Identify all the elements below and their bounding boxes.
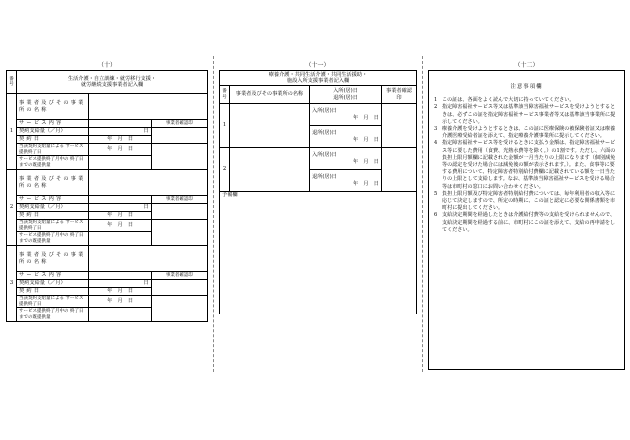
- business-name-field[interactable]: [230, 148, 310, 192]
- exit-date-cell[interactable]: [310, 126, 382, 148]
- notes-list: [434, 97, 619, 234]
- entry-date-cell[interactable]: [310, 148, 382, 170]
- page-10-header-line2: 就労継続支援事業者記入欄: [80, 82, 144, 88]
- note-item: [434, 191, 619, 213]
- confirm-seal-field[interactable]: [382, 148, 417, 192]
- page-11-frame: [219, 70, 416, 370]
- service-content-field[interactable]: [89, 120, 151, 128]
- page-12-number: （十二）: [514, 62, 539, 69]
- day-unit: 日: [143, 128, 149, 135]
- note-number: 3: [434, 126, 438, 133]
- service-content-label: サービス内容: [17, 120, 89, 128]
- col-number-header: 番号: [7, 71, 17, 94]
- col-confirm-header: 事業者確認印: [382, 86, 417, 104]
- page-11-number: （十一）: [305, 62, 330, 69]
- service-content-field[interactable]: [89, 272, 151, 280]
- blank-cell: [151, 296, 207, 308]
- note-text: この証は、各面をよく読んで大切に持っていてください。: [442, 97, 575, 104]
- note-number: 4: [434, 140, 438, 147]
- contract-date-label: 契約日: [17, 288, 89, 296]
- note-text: 療養介護を受けようとするときは、この証に医療保険の被保険者証又は療養介護医療受給者証を添えて、指定療養介護事業所に提示してください。: [442, 126, 616, 140]
- page-11: [219, 58, 416, 370]
- contract-amount-field[interactable]: [89, 128, 151, 136]
- confirm-seal-field[interactable]: [151, 128, 207, 144]
- blank-cell: [151, 156, 207, 170]
- exit-date-label: 退所(居)日: [312, 174, 337, 181]
- business-name-label-text: 事業者及びその事業所の名称: [19, 100, 86, 113]
- service-end-date-field[interactable]: 年 月 日: [89, 220, 151, 232]
- business-name-label: [17, 94, 89, 120]
- confirm-seal-label: 事業者確認印: [151, 196, 207, 204]
- note-text: 指定障害福祉サービス等を受けるときに支払う金額は、指定障害福祉サービス等に要した費用（食費、光熱水費等を除く。）の1割です。ただし、六面の負担上限月額欄に記載された金額が一月当たりの上限になります（個別減免等の認定を受けた場合には減免後の額が表示されます。）。また、食事等に要する費用について、特定障害者特別給付費欄に記載されている額を一日当たりの上限として支給します。なお、基準該当障害福祉サービスを受ける場合等は市町村の窓口にお問い合わせください。: [442, 140, 616, 190]
- exit-date-label: 退所(居)日: [312, 130, 337, 137]
- service-content-label: サービス内容: [17, 196, 89, 204]
- day-unit: 日: [143, 280, 149, 287]
- note-item: [434, 140, 619, 190]
- note-item: [434, 104, 619, 126]
- entry-date-cell[interactable]: [310, 104, 382, 126]
- service-end-label: サービス提供終了月中の 終了日までの既提供量: [17, 308, 89, 322]
- col-exit-header: 退所(居)日: [333, 94, 358, 101]
- contract-amount-label: 契約支給量（／月）: [17, 204, 89, 212]
- confirm-seal-field[interactable]: [151, 280, 207, 296]
- business-name-field[interactable]: [89, 246, 208, 272]
- col-entry-header: 入所(居)日: [333, 88, 358, 95]
- blank-cell: [151, 232, 207, 246]
- note-number: 5: [434, 190, 438, 197]
- page-10-number: （十）: [97, 62, 116, 69]
- current-contract-label: 当該契約支給量による サービス提供終了日: [17, 220, 89, 232]
- service-end-date-field[interactable]: 年 月 日: [89, 144, 151, 156]
- business-name-label: [17, 170, 89, 196]
- page-11-header: [220, 71, 417, 86]
- contract-date-field[interactable]: 年 月 日: [89, 136, 151, 144]
- block-number: 3: [7, 246, 17, 322]
- service-content-field[interactable]: [89, 196, 151, 204]
- provider-block: [6, 245, 208, 322]
- entry-date-label: 入所(居)日: [312, 108, 337, 115]
- note-number: 6: [434, 212, 438, 219]
- col-number-header: 番号: [220, 86, 230, 104]
- page-10-blocks: [6, 93, 208, 322]
- service-end-amount-field[interactable]: [89, 156, 151, 170]
- note-text: 負担上限月額及び特定障害者特別給付費については、毎年利用者の収入等に応じて決定しますので、所定の時期に、この証と認定に必要な関係書類を市町村に提出してください。: [442, 190, 616, 212]
- business-name-field[interactable]: [89, 94, 208, 120]
- exit-date-cell[interactable]: [310, 170, 382, 192]
- business-name-field[interactable]: [89, 170, 208, 196]
- page-11-header-line2: 施設入所支援事業者記入欄: [286, 78, 350, 84]
- current-contract-label: 当該契約支給量による サービス提供終了日: [17, 296, 89, 308]
- service-end-label: サービス提供終了月中の 終了日までの既提供量: [17, 232, 89, 246]
- page-separator-1: [213, 56, 214, 372]
- business-name-label-text: 事業者及びその事業所の名称: [19, 176, 86, 189]
- provider-block: [6, 93, 208, 170]
- page-10: [6, 58, 208, 370]
- note-number: 2: [434, 104, 438, 111]
- note-item: [434, 212, 619, 234]
- confirm-seal-field[interactable]: [151, 204, 207, 220]
- exit-date-format: 年 月 日: [353, 180, 379, 187]
- col-business-header: [230, 86, 310, 104]
- page-10-table: [6, 70, 208, 94]
- blank-cell: [151, 308, 207, 322]
- contract-date-label: 契約日: [17, 136, 89, 144]
- contract-amount-field[interactable]: [89, 280, 151, 288]
- note-text: 指定障害福祉サービス等又は基準該当障害福祉サービスを受けようとするときは、必ずこの証を指定障害福祉サービス事業者等又は基準該当事業所に提示してください。: [442, 104, 616, 125]
- provider-block: [6, 169, 208, 246]
- day-unit: 日: [143, 204, 149, 211]
- page-12-frame: [428, 70, 625, 370]
- service-end-label: サービス提供終了月中の 終了日までの既提供量: [17, 156, 89, 170]
- page-10-frame: [6, 70, 208, 370]
- confirm-seal-field[interactable]: [382, 104, 417, 148]
- page-separator-2: [422, 56, 423, 372]
- entry-date-format: 年 月 日: [353, 114, 379, 121]
- col-dates-header: [310, 86, 382, 104]
- business-name-label: [17, 246, 89, 272]
- service-end-date-field[interactable]: 年 月 日: [89, 296, 151, 308]
- page-12: [428, 58, 625, 370]
- page-11-rows: [220, 104, 417, 192]
- contract-date-field[interactable]: 年 月 日: [89, 212, 151, 220]
- contract-date-label: 契約日: [17, 212, 89, 220]
- blank-cell: [151, 144, 207, 156]
- business-name-field[interactable]: [230, 104, 310, 148]
- current-contract-label: 当該契約支給量による サービス提供終了日: [17, 144, 89, 156]
- entry-date-format: 年 月 日: [353, 158, 379, 165]
- page-10-header: [17, 71, 208, 94]
- service-content-label: サービス内容: [17, 272, 89, 280]
- exit-date-format: 年 月 日: [353, 136, 379, 143]
- row-number: 2: [220, 148, 230, 192]
- page-10-header-line1: 生活介護・自立訓練・就労移行支援・: [67, 75, 157, 82]
- service-end-amount-field[interactable]: [89, 232, 151, 246]
- business-name-label-text: 事業者及びその事業所の名称: [19, 252, 86, 265]
- page-11-table: [219, 70, 417, 314]
- note-text: 支給決定期間を経過したときは介護給付費等の支給を受けられませんので、支給決定期間を経過する前に、市町村にこの証を添えて、支給の再申請をしてください。: [442, 212, 616, 233]
- page-11-header-line1: 療養介護・共同生活介護・共同生活援助・: [268, 71, 368, 78]
- remarks-cell[interactable]: [220, 192, 417, 315]
- note-number: 1: [434, 97, 438, 104]
- remarks-label: 予備欄: [222, 192, 238, 198]
- col-business-header-text: 事業者及びその事業所の名称: [235, 91, 304, 98]
- note-item: [434, 126, 619, 140]
- row-number: 1: [220, 104, 230, 148]
- block-number: 2: [7, 170, 17, 246]
- contract-amount-label: 契約支給量（／月）: [17, 280, 89, 288]
- block-number: 1: [7, 94, 17, 170]
- contract-date-field[interactable]: 年 月 日: [89, 288, 151, 296]
- contract-amount-label: 契約支給量（／月）: [17, 128, 89, 136]
- entry-date-label: 入所(居)日: [312, 152, 337, 159]
- notes-title: 注意事項欄: [510, 84, 543, 90]
- confirm-seal-label: 事業者確認印: [151, 120, 207, 128]
- service-end-amount-field[interactable]: [89, 308, 151, 322]
- confirm-seal-label: 事業者確認印: [151, 272, 207, 280]
- contract-amount-field[interactable]: [89, 204, 151, 212]
- blank-cell: [151, 220, 207, 232]
